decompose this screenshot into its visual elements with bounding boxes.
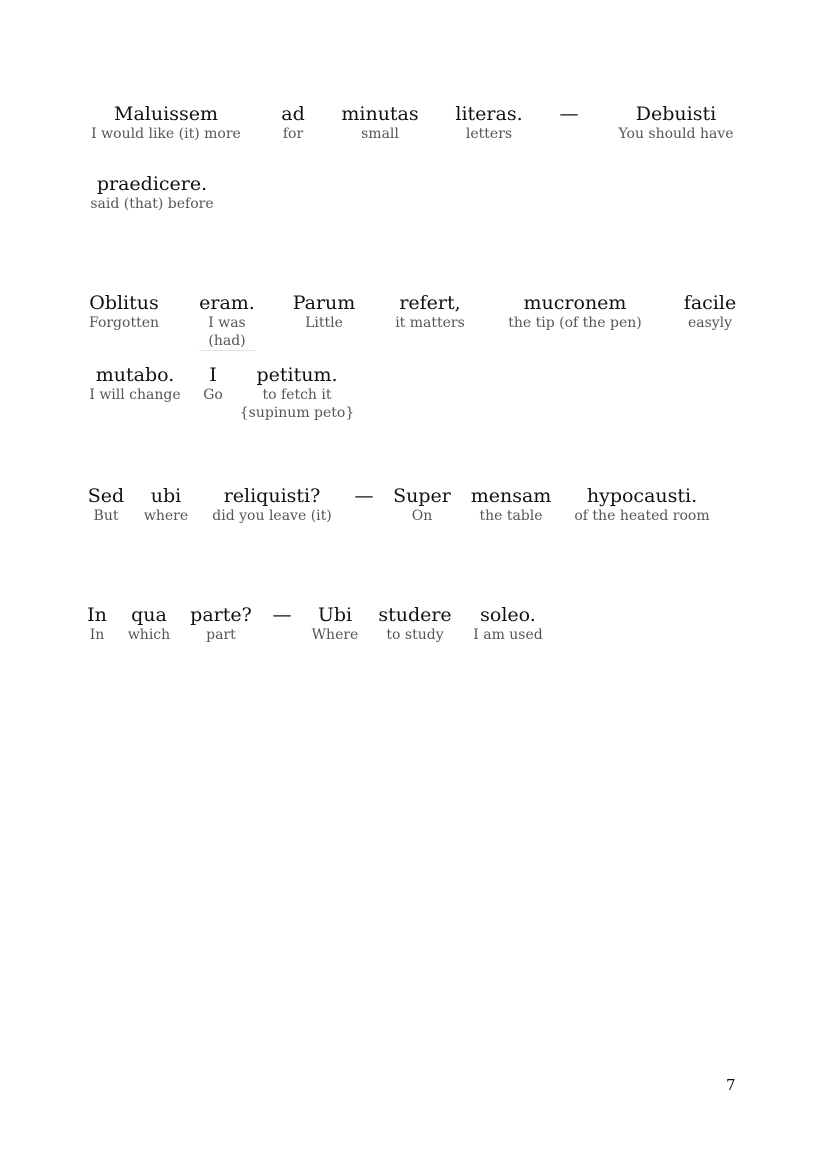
- word-refert: [395, 292, 465, 332]
- gloss-text: I will change: [89, 387, 181, 403]
- gloss-text: part: [206, 627, 236, 643]
- word-reliquisti: [212, 485, 331, 525]
- gloss-text: Go: [203, 387, 223, 403]
- latin-word: ad: [281, 103, 305, 125]
- gloss-text: In: [89, 627, 105, 643]
- latin-word: eram.: [199, 292, 255, 314]
- latin-word: soleo.: [480, 604, 536, 626]
- gloss-text: for: [282, 126, 304, 142]
- latin-word: ubi: [150, 485, 182, 507]
- latin-word: literas.: [455, 103, 523, 125]
- word-praedicere: [90, 173, 213, 213]
- word-mutabo: [89, 364, 180, 404]
- latin-word: mucronem: [523, 292, 627, 314]
- gloss-text: You should have: [618, 126, 734, 142]
- latin-word: mutabo.: [95, 364, 175, 386]
- latin-word: —: [272, 604, 292, 626]
- word-mucronem: [508, 292, 642, 332]
- word-sed: [88, 485, 124, 525]
- word-ubi: [312, 604, 359, 644]
- dash: [560, 103, 579, 125]
- latin-word: facile: [683, 292, 737, 314]
- latin-word: studere: [378, 604, 452, 626]
- page-number: 7: [726, 1076, 736, 1094]
- gloss-text: letters: [465, 126, 513, 142]
- latin-word: hypocausti.: [586, 485, 698, 507]
- gloss-text: I would like (it) more: [91, 126, 241, 142]
- latin-word: Super: [393, 485, 451, 507]
- dash: [355, 485, 374, 507]
- word-qua: [128, 604, 170, 644]
- latin-word: mensam: [470, 485, 552, 507]
- latin-word: Debuisti: [635, 103, 717, 125]
- gloss-text: But: [93, 508, 119, 524]
- word-maluissem: [91, 103, 241, 143]
- word-minutas: [341, 103, 418, 143]
- gloss-text: to study: [386, 627, 444, 643]
- latin-word: petitum.: [256, 364, 338, 386]
- word-parte: [190, 604, 252, 644]
- latin-word: Oblitus: [89, 292, 159, 314]
- word-petitum: [240, 364, 355, 422]
- latin-word: qua: [131, 604, 167, 626]
- latin-word: —: [559, 103, 579, 125]
- word-facile: [684, 292, 736, 332]
- latin-word: Parum: [292, 292, 356, 314]
- gloss-text: the table: [479, 508, 543, 524]
- latin-word: refert,: [399, 292, 461, 314]
- gloss-text: I am used: [473, 627, 543, 643]
- gloss-text: it matters: [395, 315, 465, 331]
- word-super: [393, 485, 451, 525]
- word-ad: [281, 103, 305, 143]
- gloss-text-secondary: {supinum peto}: [239, 405, 355, 421]
- gloss-text: of the heated room: [574, 508, 710, 524]
- gloss-text: the tip (of the pen): [508, 315, 642, 331]
- gloss-text: On: [411, 508, 433, 524]
- latin-word: reliquisti?: [223, 485, 321, 507]
- gloss-text: Forgotten: [88, 315, 160, 331]
- gloss-text: said (that) before: [90, 196, 214, 212]
- word-hypocausti: [574, 485, 709, 525]
- latin-word: Maluissem: [114, 103, 218, 125]
- word-oblitus: [89, 292, 159, 332]
- latin-word: —: [354, 485, 374, 507]
- gloss-text: where: [143, 508, 189, 524]
- word-i: [203, 364, 223, 404]
- word-soleo: [473, 604, 543, 644]
- latin-word: I: [209, 364, 217, 386]
- word-ubi: [144, 485, 188, 525]
- gloss-text: which: [127, 627, 171, 643]
- latin-word: Sed: [87, 485, 125, 507]
- word-debuisti: [618, 103, 733, 143]
- gloss-text: to fetch it: [262, 387, 332, 403]
- latin-word: Ubi: [317, 604, 353, 626]
- word-parum: [293, 292, 356, 332]
- gloss-text: Where: [311, 627, 359, 643]
- word-eram: [199, 292, 255, 351]
- word-mensam: [471, 485, 552, 525]
- dash: [273, 604, 292, 626]
- gloss-text: small: [361, 126, 399, 142]
- word-literas: [455, 103, 522, 143]
- latin-word: minutas: [341, 103, 419, 125]
- gloss-text: easyly: [687, 315, 733, 331]
- word-studere: [378, 604, 451, 644]
- latin-word: In: [87, 604, 107, 626]
- gloss-text: Little: [305, 315, 343, 331]
- latin-word: parte?: [190, 604, 252, 626]
- latin-word: praedicere.: [96, 173, 208, 195]
- gloss-text-secondary: (had): [199, 332, 255, 351]
- gloss-text: I was: [208, 315, 246, 331]
- word-in: [87, 604, 107, 644]
- gloss-text: did you leave (it): [212, 508, 332, 524]
